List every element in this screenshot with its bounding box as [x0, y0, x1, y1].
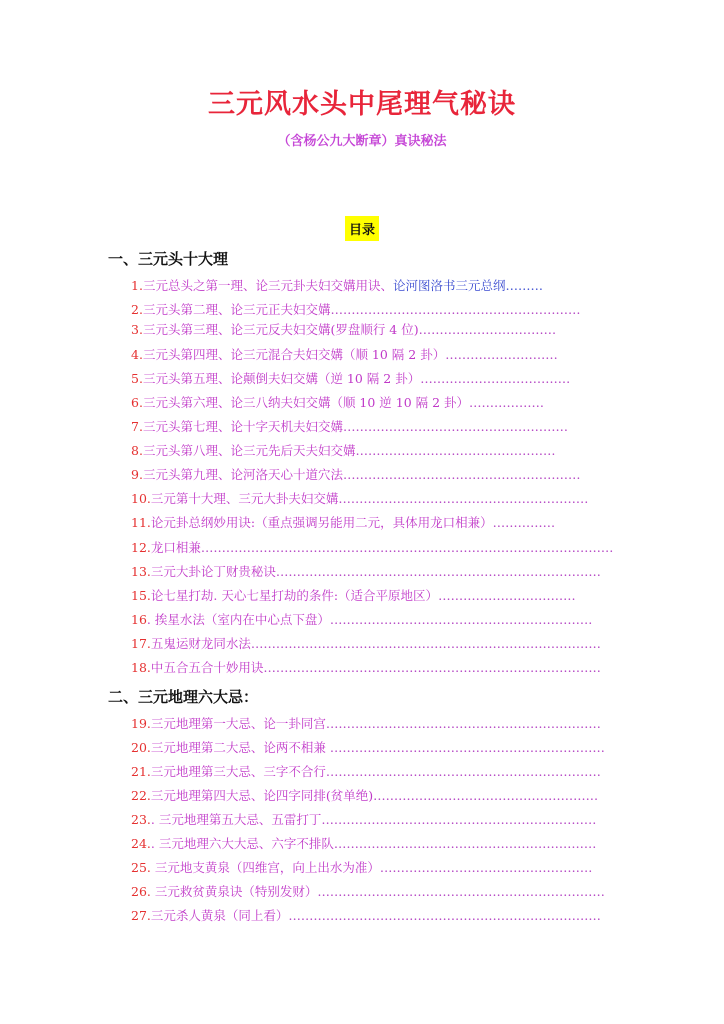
- entry-number: 27.: [131, 908, 151, 923]
- entry-dots: …………………………………………………………: [321, 812, 597, 827]
- toc-entry[interactable]: [131, 586, 616, 604]
- entry-dots: ………………………………………………………: [329, 612, 593, 627]
- entry-text: 龙口相兼: [150, 540, 201, 555]
- entry-text: 三元地理第三大忌、三字不合行: [150, 764, 326, 779]
- toc-entry[interactable]: [131, 738, 616, 756]
- entry-dots: ………………………………: [420, 371, 571, 386]
- toc-entry[interactable]: [131, 489, 616, 507]
- entry-text: 三元头第八理、论三元先后天夫妇交媾: [142, 443, 356, 458]
- entry-text: 三元地理第一大忌、论一卦同宫: [150, 716, 326, 731]
- entry-number: 1.: [131, 278, 143, 293]
- entry-number: 6.: [131, 395, 143, 410]
- entry-number: 20.: [131, 740, 151, 755]
- entry-text: 三元头第三理、论三元反夫妇交媾(罗盘顺行 4 位): [142, 322, 419, 337]
- entry-dots: ………………………………………………………………………: [263, 660, 601, 675]
- toc-entry[interactable]: [131, 714, 616, 732]
- entry-dots: ………………………………………………: [342, 419, 568, 434]
- toc-entry[interactable]: [131, 658, 616, 676]
- entry-dots: …………………………………………………………: [325, 764, 601, 779]
- entry-text: . 三元地理第五大忌、五雷打丁: [150, 812, 322, 827]
- toc-title-wrap: [0, 216, 724, 241]
- toc-entry[interactable]: [131, 369, 616, 387]
- entry-dots: …………………………………………………………………………: [250, 636, 601, 651]
- entry-extra: 论河图洛书三元总纲: [392, 278, 506, 293]
- entry-dots: ………………………………………………: [373, 788, 599, 803]
- entry-number: 4.: [131, 347, 143, 362]
- entry-dots: ………………………………………………………: [333, 836, 597, 851]
- toc-entry[interactable]: [131, 276, 616, 294]
- entry-dots: ……………………………………………………………………: [275, 564, 601, 579]
- entry-text: 论元卦总纲妙用诀:（重点强调另能用二元，具体用龙口相兼）: [150, 515, 493, 530]
- entry-text: 中五合五合十妙用诀: [150, 660, 264, 675]
- entry-text: . 挨星水法（室内在中心点下盘）: [146, 612, 330, 627]
- toc-entry[interactable]: [131, 786, 616, 804]
- toc-entry[interactable]: [131, 538, 616, 556]
- entry-text: 三元地支黄泉（四维宫，向上出水为准）: [150, 860, 380, 875]
- entry-dots: …………………………………………………: [342, 467, 581, 482]
- entry-number: 26.: [131, 884, 151, 899]
- entry-number: 19.: [131, 716, 151, 731]
- toc-entry[interactable]: [131, 882, 616, 900]
- entry-number: 12.: [131, 540, 151, 555]
- entry-dots: ……………………………: [418, 322, 557, 337]
- toc-entry[interactable]: [131, 417, 616, 435]
- toc-entry[interactable]: [131, 320, 616, 338]
- entry-text: 三元地理第四大忌、论四字同排(贫单绝): [150, 788, 374, 803]
- entry-number: 13.: [131, 564, 151, 579]
- entry-number: 9.: [131, 467, 143, 482]
- toc-entry[interactable]: [131, 610, 616, 628]
- section-heading: 二、三元地理六大忌：: [108, 688, 259, 706]
- entry-text: 三元头第七理、论十字天机夫妇交媾: [142, 419, 343, 434]
- entry-text: 三元第十大理、三元大卦夫妇交媾: [150, 491, 339, 506]
- entry-dots: …………………………………………………………………: [288, 908, 601, 923]
- entry-text: 三元杀人黄泉（同上看）: [150, 908, 289, 923]
- entry-number: 3.: [131, 322, 143, 337]
- document-title: 三元风水头中尾理气秘诀: [208, 89, 516, 120]
- entry-number: 18.: [131, 660, 151, 675]
- toc-title: 目录: [345, 216, 379, 241]
- entry-text: 三元头第二理、论三元正夫妇交媾: [142, 302, 331, 317]
- entry-dots: ………………………………………………………………………………………: [200, 540, 614, 555]
- toc-entry[interactable]: [131, 634, 616, 652]
- toc-entry[interactable]: [131, 562, 616, 580]
- entry-text: 三元总头之第一理、论三元卦夫妇交媾用诀、: [142, 278, 393, 293]
- entry-dots: …………………………………………………………: [325, 740, 605, 755]
- toc-entry[interactable]: [131, 393, 616, 411]
- entry-dots: ………………: [469, 395, 545, 410]
- toc-entry[interactable]: [131, 834, 616, 852]
- entry-text: 论七星打劫. 天心七星打劫的条件:（适合平原地区）: [150, 588, 439, 603]
- toc-entry[interactable]: [131, 762, 616, 780]
- entry-number: 2.: [131, 302, 143, 317]
- entry-text: 三元头第四理、论三元混合夫妇交媾（顺 10 隔 2 卦）: [142, 347, 446, 362]
- entry-number: 24.: [131, 836, 151, 851]
- entry-dots: …………………………………………: [355, 443, 556, 458]
- entry-number: 17.: [131, 636, 151, 651]
- entry-number: 15.: [131, 588, 151, 603]
- toc-entry[interactable]: [131, 441, 616, 459]
- entry-text: 三元头第六理、论三八纳夫妇交媾（顺 10 逆 10 隔 2 卦）: [142, 395, 470, 410]
- section-heading: 一、三元头十大理: [108, 250, 229, 268]
- entry-dots: ……………………………………………: [379, 860, 593, 875]
- toc-entry[interactable]: [131, 345, 616, 363]
- toc-entry[interactable]: [131, 810, 616, 828]
- toc-entry[interactable]: [131, 465, 616, 483]
- entry-dots: ………………………: [445, 347, 558, 362]
- entry-text: 三元救贫黄泉诀（特别发财）: [150, 884, 318, 899]
- entry-dots: …………………………………………………………: [325, 716, 601, 731]
- entry-number: 11.: [131, 515, 151, 530]
- entry-number: 5.: [131, 371, 143, 386]
- entry-text: 三元头第九理、论河洛天心十道穴法: [142, 467, 343, 482]
- entry-number: 8.: [131, 443, 143, 458]
- entry-dots: ……………: [492, 515, 556, 530]
- document-subtitle: （含杨公九大断章）真诀秘法: [277, 134, 447, 149]
- entry-number: 23.: [131, 812, 151, 827]
- toc-entry[interactable]: [131, 858, 616, 876]
- entry-text: 三元大卦论丁财贵秘诀: [150, 564, 276, 579]
- entry-text: . 三元地理六大大忌、六字不排队: [150, 836, 334, 851]
- entry-dots: ……………………………………………………………: [317, 884, 605, 899]
- entry-text: 五鬼运财龙同水法: [150, 636, 251, 651]
- entry-dots: ………: [505, 278, 543, 293]
- entry-text: 三元头第五理、论颠倒夫妇交媾（逆 10 隔 2 卦）: [142, 371, 421, 386]
- entry-number: 25.: [131, 860, 151, 875]
- toc-entry[interactable]: [131, 906, 616, 924]
- entry-number: 21.: [131, 764, 151, 779]
- entry-number: 10.: [131, 491, 151, 506]
- entry-dots: ……………………………………………………: [330, 302, 581, 317]
- entry-number: 22.: [131, 788, 151, 803]
- toc-entry[interactable]: [131, 513, 616, 531]
- entry-text: 三元地理第二大忌、论两不相兼: [150, 740, 326, 755]
- toc-entry[interactable]: [131, 300, 616, 318]
- entry-dots: ……………………………………………………: [338, 491, 589, 506]
- entry-dots: ……………………………: [438, 588, 576, 603]
- entry-number: 7.: [131, 419, 143, 434]
- entry-number: 16: [131, 612, 147, 627]
